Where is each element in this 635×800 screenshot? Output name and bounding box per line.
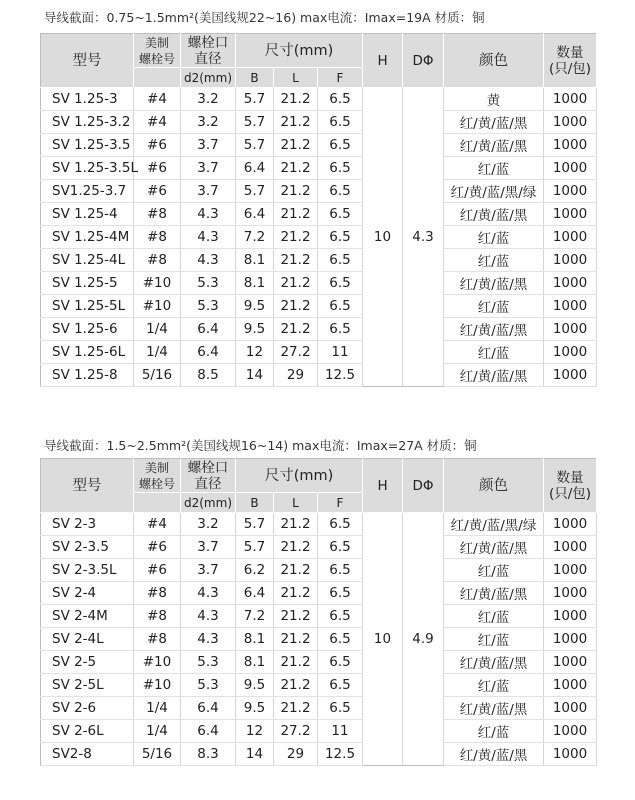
cell-d2: 4.3 [181, 582, 236, 605]
cell-screw: #8 [134, 203, 181, 226]
cell-qty: 1000 [544, 743, 597, 766]
cell-qty: 1000 [544, 674, 597, 697]
cell-model: SV 1.25-6L [41, 341, 134, 364]
header-color: 颜色 [444, 34, 544, 88]
cell-model: SV 2-3.5L [41, 559, 134, 582]
header-hole-line1: 螺栓口 [187, 459, 229, 476]
cell-l: 21.2 [274, 513, 318, 536]
cell-b: 5.7 [236, 88, 274, 111]
cell-color: 红/黄/蓝/黑 [444, 318, 544, 341]
spec-table-2 [40, 458, 597, 766]
cell-color: 红/蓝 [444, 605, 544, 628]
header-qty-line1: 数量 [556, 44, 584, 61]
cell-b: 7.2 [236, 226, 274, 249]
cell-l: 21.2 [274, 536, 318, 559]
cell-screw: 1/4 [134, 318, 181, 341]
cell-screw: 5/16 [134, 743, 181, 766]
header-hole [181, 34, 236, 68]
header-screw [134, 34, 181, 68]
cell-f: 6.5 [318, 249, 363, 272]
header-screw-line1: 美制 [144, 460, 169, 475]
header-qty-line1: 数量 [556, 469, 584, 486]
cell-color: 红/蓝 [444, 226, 544, 249]
cell-color: 红/蓝 [444, 249, 544, 272]
cell-b: 6.2 [236, 559, 274, 582]
cell-b: 12 [236, 341, 274, 364]
cell-screw: #10 [134, 295, 181, 318]
cell-l: 21.2 [274, 111, 318, 134]
cell-d2: 3.7 [181, 157, 236, 180]
table-row [41, 697, 597, 720]
cell-l: 27.2 [274, 341, 318, 364]
cell-model: SV 2-3 [41, 513, 134, 536]
cell-qty: 1000 [544, 697, 597, 720]
cell-l: 21.2 [274, 582, 318, 605]
table-row [41, 157, 597, 180]
cell-d2: 3.7 [181, 559, 236, 582]
cell-color: 红/黄/蓝/黑 [444, 651, 544, 674]
header-f: F [318, 68, 363, 88]
table-row [41, 134, 597, 157]
cell-model: SV1.25-3.7 [41, 180, 134, 203]
header-screw-line1: 美制 [144, 35, 169, 50]
cell-l: 21.2 [274, 249, 318, 272]
cell-d2: 5.3 [181, 651, 236, 674]
cell-d2: 8.3 [181, 743, 236, 766]
table-row [41, 203, 597, 226]
header-screw-blank [134, 493, 181, 513]
cell-model: SV 1.25-3.2 [41, 111, 134, 134]
cell-d2: 8.5 [181, 364, 236, 387]
cell-b: 8.1 [236, 651, 274, 674]
cell-model: SV 2-4L [41, 628, 134, 651]
cell-color: 红/蓝 [444, 341, 544, 364]
header-color: 颜色 [444, 459, 544, 513]
header-hole [181, 459, 236, 493]
cell-qty: 1000 [544, 318, 597, 341]
cell-qty: 1000 [544, 605, 597, 628]
cell-b: 6.4 [236, 203, 274, 226]
cell-d-merged: 4.9 [403, 513, 444, 766]
cell-f: 6.5 [318, 674, 363, 697]
header-qty-line2: (只/包) [548, 60, 592, 77]
cell-f: 6.5 [318, 111, 363, 134]
cell-f: 6.5 [318, 605, 363, 628]
header-d: DΦ [403, 34, 444, 88]
cell-f: 6.5 [318, 272, 363, 295]
cell-model: SV 2-4M [41, 605, 134, 628]
header-screw [134, 459, 181, 493]
cell-d2: 6.4 [181, 720, 236, 743]
header-h: H [363, 34, 403, 88]
header-row [41, 34, 597, 68]
cell-b: 9.5 [236, 697, 274, 720]
cell-d2: 3.2 [181, 111, 236, 134]
table-row [41, 674, 597, 697]
cell-d2: 3.2 [181, 513, 236, 536]
cell-b: 6.4 [236, 582, 274, 605]
cell-color: 红/黄/蓝/黑 [444, 203, 544, 226]
cell-l: 29 [274, 364, 318, 387]
cell-color: 红/蓝 [444, 559, 544, 582]
cell-b: 9.5 [236, 318, 274, 341]
cell-b: 7.2 [236, 605, 274, 628]
cell-d2: 6.4 [181, 697, 236, 720]
cell-b: 12 [236, 720, 274, 743]
cell-h-merged: 10 [363, 88, 403, 387]
cell-color: 红/黄/蓝/黑 [444, 111, 544, 134]
cell-b: 5.7 [236, 513, 274, 536]
cell-model: SV 2-4 [41, 582, 134, 605]
cell-color: 红/黄/蓝/黑 [444, 743, 544, 766]
table-row [41, 295, 597, 318]
cell-color: 红/黄/蓝/黑 [444, 697, 544, 720]
cell-d2: 5.3 [181, 674, 236, 697]
header-model: 型号 [41, 459, 134, 513]
header-hole-line1: 螺栓口 [187, 34, 229, 51]
table-row [41, 180, 597, 203]
cell-f: 6.5 [318, 295, 363, 318]
section-2-caption: 导线截面：1.5~2.5mm²(美国线规16~14) max电流：Imax=27A 材质：铜 [44, 438, 477, 453]
cell-model: SV 1.25-6 [41, 318, 134, 341]
cell-d2: 4.3 [181, 203, 236, 226]
cell-color: 红/黄/蓝/黑 [444, 134, 544, 157]
cell-screw: #10 [134, 272, 181, 295]
cell-model: SV 1.25-3.5L [41, 157, 134, 180]
cell-screw: #4 [134, 88, 181, 111]
cell-l: 21.2 [274, 203, 318, 226]
cell-b: 5.7 [236, 134, 274, 157]
cell-model: SV 1.25-3.5 [41, 134, 134, 157]
header-l: L [274, 493, 318, 513]
cell-f: 6.5 [318, 513, 363, 536]
cell-qty: 1000 [544, 88, 597, 111]
header-dims: 尺寸(mm) [236, 459, 363, 493]
cell-model: SV 1.25-5L [41, 295, 134, 318]
table-row [41, 364, 597, 387]
cell-f: 11 [318, 341, 363, 364]
table-row [41, 605, 597, 628]
cell-d2: 6.4 [181, 341, 236, 364]
cell-f: 6.5 [318, 651, 363, 674]
cell-l: 21.2 [274, 295, 318, 318]
cell-screw: 1/4 [134, 697, 181, 720]
cell-b: 14 [236, 364, 274, 387]
table-row [41, 341, 597, 364]
header-f: F [318, 493, 363, 513]
cell-qty: 1000 [544, 226, 597, 249]
cell-d2: 3.7 [181, 134, 236, 157]
cell-screw: #10 [134, 674, 181, 697]
cell-l: 21.2 [274, 628, 318, 651]
cell-l: 21.2 [274, 88, 318, 111]
cell-qty: 1000 [544, 341, 597, 364]
cell-screw: #8 [134, 628, 181, 651]
cell-d2: 5.3 [181, 272, 236, 295]
header-d2: d2(mm) [181, 493, 236, 513]
table-row [41, 513, 597, 536]
cell-qty: 1000 [544, 582, 597, 605]
cell-qty: 1000 [544, 272, 597, 295]
cell-model: SV 1.25-5 [41, 272, 134, 295]
cell-screw: 5/16 [134, 364, 181, 387]
cell-b: 6.4 [236, 157, 274, 180]
cell-l: 29 [274, 743, 318, 766]
cell-screw: #4 [134, 513, 181, 536]
cell-f: 6.5 [318, 318, 363, 341]
cell-color: 红/黄/蓝/黑/绿 [444, 180, 544, 203]
cell-screw: #6 [134, 134, 181, 157]
cell-b: 5.7 [236, 180, 274, 203]
header-qty [544, 459, 597, 513]
cell-screw: #8 [134, 582, 181, 605]
cell-qty: 1000 [544, 720, 597, 743]
cell-d2: 3.2 [181, 88, 236, 111]
cell-model: SV 2-5L [41, 674, 134, 697]
cell-qty: 1000 [544, 203, 597, 226]
header-b: B [236, 68, 274, 88]
cell-l: 21.2 [274, 272, 318, 295]
table-row [41, 226, 597, 249]
cell-screw: #6 [134, 536, 181, 559]
cell-b: 8.1 [236, 272, 274, 295]
header-hole-line2: 直径 [194, 475, 222, 492]
header-model: 型号 [41, 34, 134, 88]
cell-qty: 1000 [544, 536, 597, 559]
cell-f: 12.5 [318, 364, 363, 387]
cell-screw: #6 [134, 559, 181, 582]
header-screw-line2: 螺栓号 [138, 51, 175, 66]
cell-qty: 1000 [544, 651, 597, 674]
cell-qty: 1000 [544, 111, 597, 134]
cell-screw: #6 [134, 180, 181, 203]
header-qty-line2: (只/包) [548, 485, 592, 502]
header-row [41, 459, 597, 493]
cell-model: SV 1.25-4 [41, 203, 134, 226]
cell-color: 红/黄/蓝/黑 [444, 272, 544, 295]
cell-b: 5.7 [236, 536, 274, 559]
header-d: DΦ [403, 459, 444, 513]
spec-table-1 [40, 33, 597, 387]
cell-f: 6.5 [318, 628, 363, 651]
cell-f: 6.5 [318, 180, 363, 203]
cell-screw: #8 [134, 249, 181, 272]
cell-screw: #8 [134, 605, 181, 628]
cell-color: 红/黄/蓝/黑 [444, 582, 544, 605]
cell-l: 21.2 [274, 157, 318, 180]
cell-d2: 4.3 [181, 628, 236, 651]
cell-f: 6.5 [318, 582, 363, 605]
cell-color: 红/蓝 [444, 674, 544, 697]
cell-qty: 1000 [544, 295, 597, 318]
table-row [41, 628, 597, 651]
cell-b: 5.7 [236, 111, 274, 134]
cell-l: 21.2 [274, 180, 318, 203]
cell-qty: 1000 [544, 559, 597, 582]
table-row [41, 743, 597, 766]
cell-screw: #4 [134, 111, 181, 134]
cell-color: 红/蓝 [444, 628, 544, 651]
cell-l: 21.2 [274, 605, 318, 628]
header-hole-line2: 直径 [194, 50, 222, 67]
cell-d2: 4.3 [181, 249, 236, 272]
table-row [41, 111, 597, 134]
header-qty [544, 34, 597, 88]
cell-color: 黄 [444, 88, 544, 111]
header-l: L [274, 68, 318, 88]
cell-d-merged: 4.3 [403, 88, 444, 387]
cell-color: 红/蓝 [444, 295, 544, 318]
cell-screw: #10 [134, 651, 181, 674]
cell-l: 21.2 [274, 134, 318, 157]
cell-qty: 1000 [544, 249, 597, 272]
cell-model: SV 1.25-4L [41, 249, 134, 272]
cell-model: SV2-8 [41, 743, 134, 766]
cell-f: 6.5 [318, 203, 363, 226]
cell-qty: 1000 [544, 364, 597, 387]
cell-f: 6.5 [318, 157, 363, 180]
header-b: B [236, 493, 274, 513]
cell-h-merged: 10 [363, 513, 403, 766]
table-row [41, 249, 597, 272]
cell-qty: 1000 [544, 628, 597, 651]
cell-color: 红/黄/蓝/黑 [444, 536, 544, 559]
header-screw-line2: 螺栓号 [138, 476, 175, 491]
cell-b: 8.1 [236, 249, 274, 272]
cell-d2: 3.7 [181, 536, 236, 559]
table-row [41, 582, 597, 605]
cell-qty: 1000 [544, 134, 597, 157]
cell-qty: 1000 [544, 180, 597, 203]
cell-model: SV 2-6L [41, 720, 134, 743]
cell-l: 21.2 [274, 697, 318, 720]
cell-qty: 1000 [544, 157, 597, 180]
table-row [41, 318, 597, 341]
cell-f: 12.5 [318, 743, 363, 766]
cell-color: 红/黄/蓝/黑/绿 [444, 513, 544, 536]
cell-d2: 6.4 [181, 318, 236, 341]
cell-screw: #8 [134, 226, 181, 249]
cell-d2: 5.3 [181, 295, 236, 318]
table-row [41, 88, 597, 111]
table-row [41, 651, 597, 674]
cell-f: 11 [318, 720, 363, 743]
cell-model: SV 2-3.5 [41, 536, 134, 559]
cell-model: SV 2-5 [41, 651, 134, 674]
table-row [41, 536, 597, 559]
section-1-caption: 导线截面：0.75~1.5mm²(美国线规22~16) max电流：Imax=19A 材质：铜 [44, 10, 485, 25]
table-row [41, 272, 597, 295]
cell-qty: 1000 [544, 513, 597, 536]
cell-l: 27.2 [274, 720, 318, 743]
header-h: H [363, 459, 403, 513]
cell-f: 6.5 [318, 536, 363, 559]
cell-d2: 4.3 [181, 226, 236, 249]
header-screw-blank [134, 68, 181, 88]
cell-f: 6.5 [318, 697, 363, 720]
cell-b: 14 [236, 743, 274, 766]
cell-b: 9.5 [236, 295, 274, 318]
cell-f: 6.5 [318, 559, 363, 582]
cell-f: 6.5 [318, 134, 363, 157]
cell-model: SV 1.25-4M [41, 226, 134, 249]
cell-l: 21.2 [274, 651, 318, 674]
cell-screw: 1/4 [134, 720, 181, 743]
cell-color: 红/黄/蓝/黑 [444, 364, 544, 387]
header-dims: 尺寸(mm) [236, 34, 363, 68]
cell-l: 21.2 [274, 318, 318, 341]
cell-screw: 1/4 [134, 341, 181, 364]
cell-screw: #6 [134, 157, 181, 180]
cell-f: 6.5 [318, 226, 363, 249]
cell-color: 红/蓝 [444, 720, 544, 743]
cell-b: 8.1 [236, 628, 274, 651]
cell-l: 21.2 [274, 559, 318, 582]
cell-model: SV 1.25-8 [41, 364, 134, 387]
cell-model: SV 2-6 [41, 697, 134, 720]
cell-d2: 4.3 [181, 605, 236, 628]
cell-b: 9.5 [236, 674, 274, 697]
header-d2: d2(mm) [181, 68, 236, 88]
cell-color: 红/蓝 [444, 157, 544, 180]
cell-model: SV 1.25-3 [41, 88, 134, 111]
table-row [41, 720, 597, 743]
cell-l: 21.2 [274, 226, 318, 249]
cell-d2: 3.7 [181, 180, 236, 203]
cell-l: 21.2 [274, 674, 318, 697]
cell-f: 6.5 [318, 88, 363, 111]
table-row [41, 559, 597, 582]
